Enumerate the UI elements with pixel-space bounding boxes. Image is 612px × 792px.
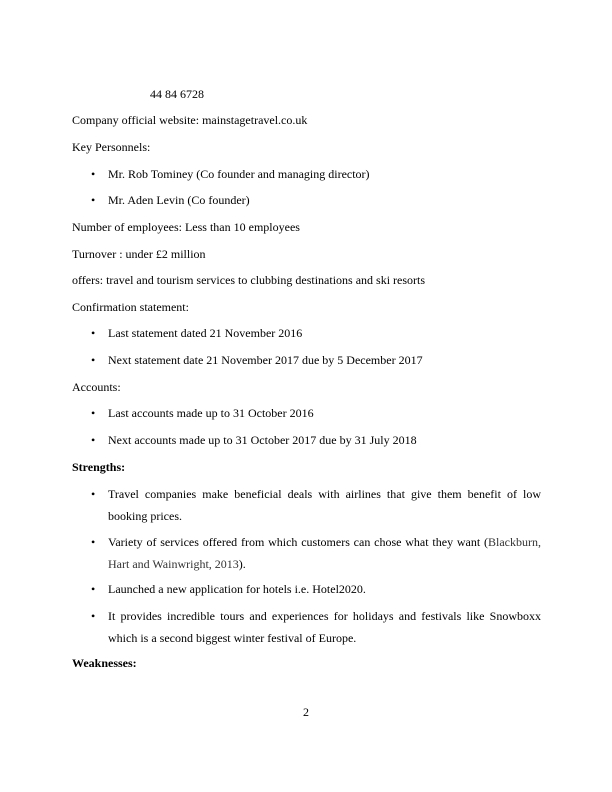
bullet-icon: •	[91, 167, 96, 181]
bullet-icon: •	[91, 193, 96, 207]
bullet-icon: •	[91, 406, 96, 420]
strengths-heading: Strengths:	[72, 460, 126, 474]
list-item-text: Mr. Aden Levin (Co founder)	[108, 193, 250, 207]
website-line: Company official website: mainstagetravel.co.uk	[72, 113, 308, 127]
bullet-icon: •	[91, 433, 96, 447]
page-number: 2	[303, 705, 309, 719]
bullet-icon: •	[91, 487, 96, 501]
strength-text-end: ).	[238, 557, 246, 571]
citation: Blackburn, Hart and Wainwright, 2013	[108, 535, 541, 571]
confirmation-heading: Confirmation statement:	[72, 300, 189, 314]
weaknesses-heading: Weaknesses:	[72, 656, 137, 670]
list-item-text: Mr. Rob Tominey (Co founder and managing director)	[108, 167, 370, 181]
list-item-text: Travel companies make beneficial deals with airlines that give them benefit of low booking prices.	[108, 487, 541, 523]
key-personnel-heading: Key Personnels:	[72, 140, 151, 154]
list-item-text: Next accounts made up to 31 October 2017 due by 31 July 2018	[108, 433, 417, 447]
list-item-text: Next statement date 21 November 2017 due by 5 December 2017	[108, 353, 423, 367]
offers-line: offers: travel and tourism services to clubbing destinations and ski resorts	[72, 273, 426, 287]
bullet-icon: •	[91, 535, 96, 549]
list-item-text: Last accounts made up to 31 October 2016	[108, 406, 314, 420]
accounts-heading: Accounts:	[72, 380, 121, 394]
bullet-icon: •	[91, 609, 96, 623]
bullet-icon: •	[91, 353, 96, 367]
phone-number: 44 84 6728	[150, 87, 204, 101]
list-item-text: It provides incredible tours and experiences for holidays and festivals like Snowboxx which is a second biggest winter festival of Europe.	[108, 609, 541, 645]
strength-text: Variety of services offered from which customers can chose what they want (	[108, 535, 488, 549]
employees-line: Number of employees: Less than 10 employees	[72, 220, 300, 234]
list-item-text: Last statement dated 21 November 2016	[108, 326, 303, 340]
list-item-text	[108, 531, 541, 575]
list-item-text: Launched a new application for hotels i.e. Hotel2020.	[108, 582, 366, 596]
bullet-icon: •	[91, 582, 96, 596]
turnover-line: Turnover : under £2 million	[72, 247, 206, 261]
bullet-icon: •	[91, 326, 96, 340]
